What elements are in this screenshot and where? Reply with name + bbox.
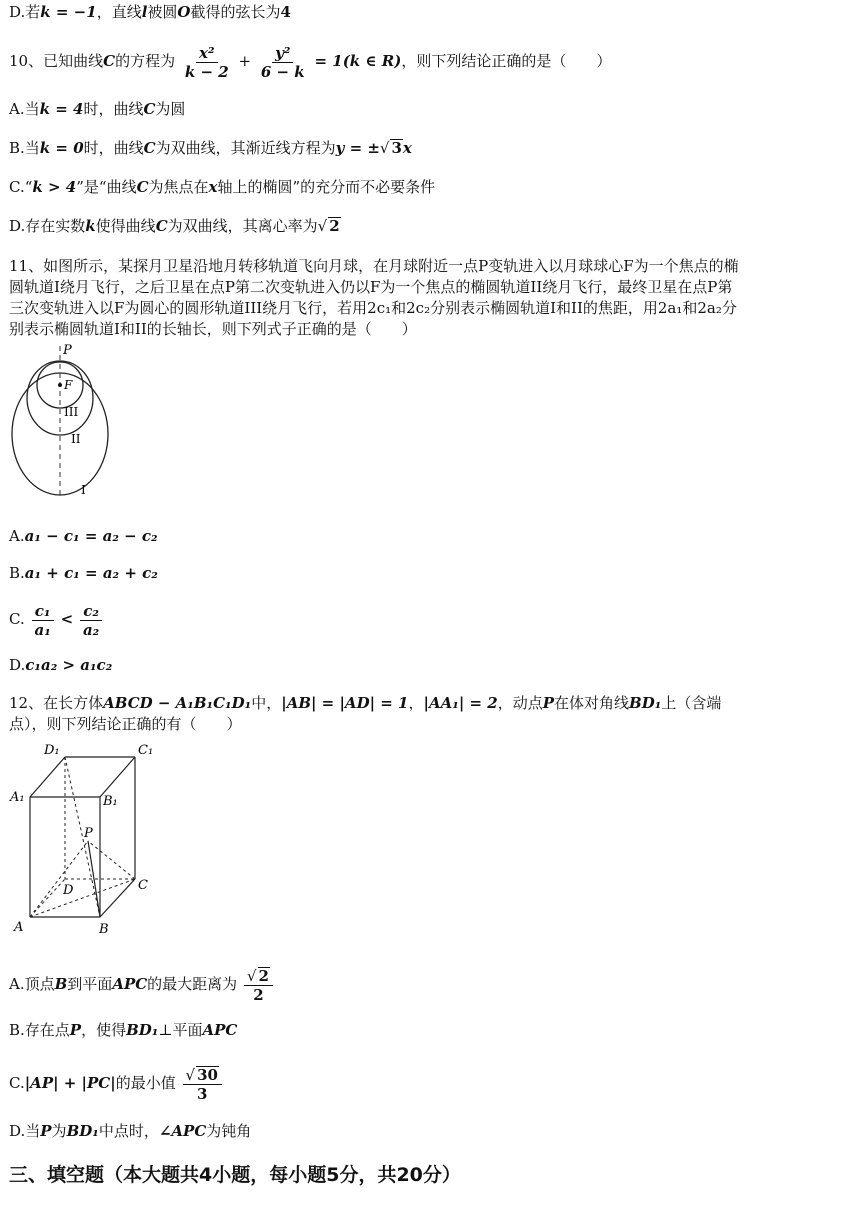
q12-option-b: B.存在点P，使得BD₁⊥平面APC xyxy=(9,1021,238,1039)
q11-label-i: I xyxy=(81,483,86,497)
q11-ellipse-ii xyxy=(27,361,93,435)
q12-cuboid-figure xyxy=(8,737,158,937)
q11-stem-line3: 三次变轨进入以F为圆心的圆形轨道III绕月飞行，若用2c₁和2c₂分别表示椭圆轨道I和II的焦距，用2a₁和2a₂分 xyxy=(9,299,737,317)
q10-option-d: D.存在实数k使得曲线C为双曲线，其离心率为√ 2 xyxy=(9,217,340,235)
q12-label-c: C xyxy=(138,878,148,893)
q12-stem-line2: 点），则下列结论正确的有（ ） xyxy=(9,715,242,733)
q11-orbit-figure xyxy=(6,338,121,503)
q11-label-iii: III xyxy=(64,405,79,419)
q12-stem-line1: 12、在长方体ABCD − A₁B₁C₁D₁中，|AB| = |AD| = 1，|AA₁| = 2，动点P在体对角线BD₁上（含端 xyxy=(9,694,722,712)
q11-option-d: D.c₁a₂ > a₁c₂ xyxy=(9,656,113,674)
q10-frac-1: $\frac{\text{x²}}{k - 2}$ xyxy=(184,43,229,81)
q10-option-b: B.当k = 0时，曲线C为双曲线，其渐近线方程为y = ±√ 3x xyxy=(9,139,412,157)
q11-option-b: B.a₁ + c₁ = a₂ + c₂ xyxy=(9,564,158,582)
q12-label-d1: D₁ xyxy=(44,743,60,758)
q12-edge-bc xyxy=(100,879,135,917)
q10-stem: 10、已知曲线C的方程为 $\frac{\text{x²}}{k - 2}$ + $\frac{\text{y²}}{6 - k}$ = 1(k ∈ R)，则下列结论正确的是（ ） xyxy=(9,43,612,81)
q10-option-a: A.当k = 4时，曲线C为圆 xyxy=(9,100,186,118)
q12-option-d: D.当P为BD₁中点时，∠APC为钝角 xyxy=(9,1122,252,1140)
q12-edge-a1d1 xyxy=(30,757,65,797)
q10-frac-2: $\frac{\text{y²}}{6 - k}$ xyxy=(260,43,305,81)
q11-label-p: P xyxy=(63,343,72,358)
q12-label-c1: C₁ xyxy=(138,743,154,758)
q11-option-c: C. $\frac{\text{c₁}}{\text{a₁}}$ < $\frac{\text{c₂}}{\text{a₂}}$ xyxy=(9,598,104,640)
q12-label-d: D xyxy=(63,883,74,898)
q10-option-c: C.“k > 4”是“曲线C为焦点在x轴上的椭圆”的充分而不必要条件 xyxy=(9,178,436,196)
section-3-heading: 三、填空题（本大题共4小题，每小题5分，共20分） xyxy=(9,1164,461,1186)
q12-option-c: C.|AP| + |PC|的最小值 $\frac{√ 30}{3}$ xyxy=(9,1062,224,1104)
q12-label-b1: B₁ xyxy=(103,794,118,809)
q12-label-b: B xyxy=(99,922,109,937)
q11-stem-line2: 圆轨道I绕月飞行，之后卫星在点P第二次变轨进入仍以F为一个焦点的椭圆轨道II绕月飞行，最终卫星在点P第 xyxy=(9,278,733,296)
q11-label-ii: II xyxy=(71,432,81,446)
q11-stem-line1: 11、如图所示，某探月卫星沿地月转移轨道飞向月球，在月球附近一点P变轨进入以月球球心F为一个焦点的椭 xyxy=(9,257,739,275)
q12-label-a1: A₁ xyxy=(10,790,25,805)
q11-label-f: F xyxy=(64,378,73,392)
q12-segment-cp xyxy=(88,841,135,879)
q12-label-a: A xyxy=(14,920,24,935)
q12-diagonal-ac xyxy=(30,879,135,917)
q12-label-p: P xyxy=(84,826,93,841)
q12-option-a: A.顶点B到平面APC的最大距离为 $\frac{√ 2}{2}$ xyxy=(9,963,275,1005)
q12-edge-b1c1 xyxy=(100,757,135,797)
q11-focus-point xyxy=(58,383,62,387)
q12-edge-ad xyxy=(30,879,65,917)
q11-stem-line4: 别表示椭圆轨道I和II的长轴长，则下列式子正确的是（ ） xyxy=(9,320,417,338)
q11-option-a: A.a₁ − c₁ = a₂ − c₂ xyxy=(9,527,158,545)
q9-option-d: D.若k = −1，直线l被圆O截得的弦长为4 xyxy=(9,3,291,21)
